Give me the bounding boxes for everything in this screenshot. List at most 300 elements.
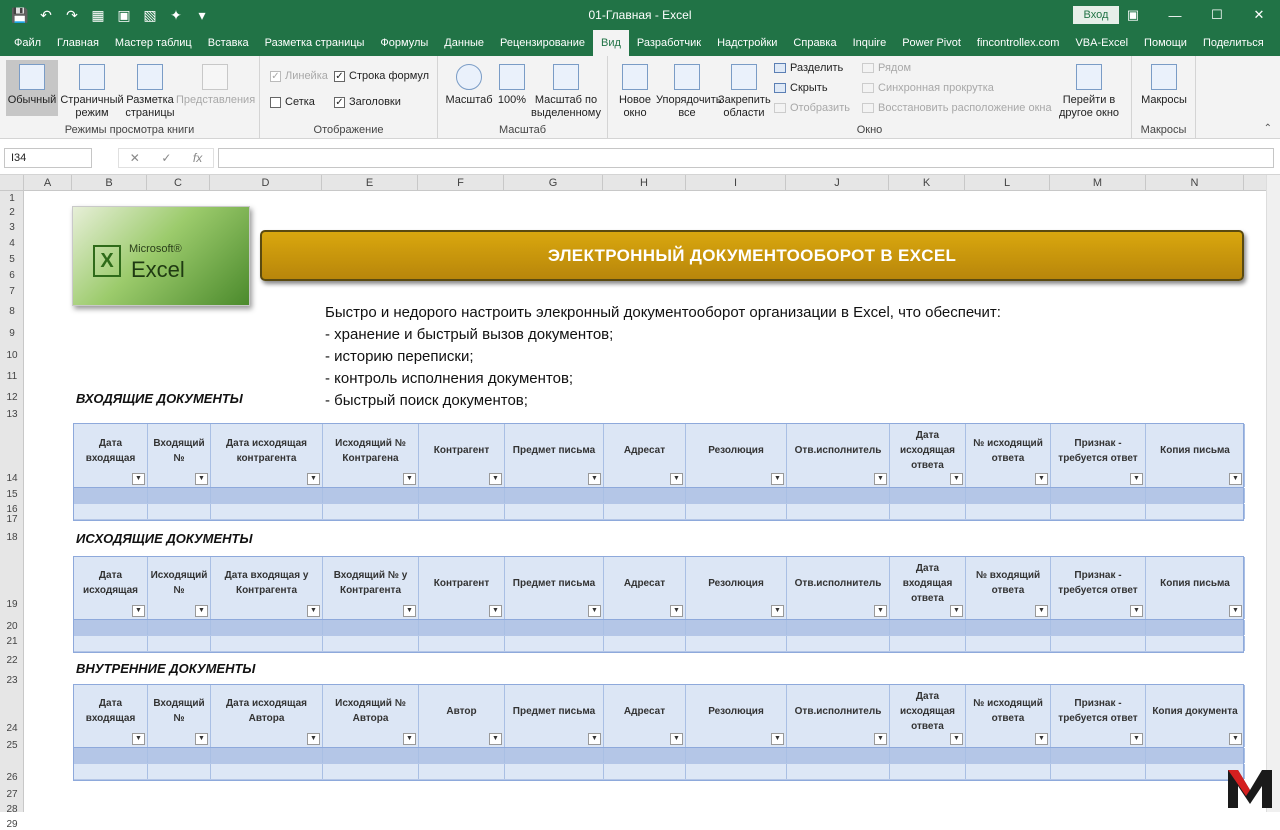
table-cell[interactable] xyxy=(890,764,966,779)
table-cell[interactable] xyxy=(148,504,211,519)
headings-checkbox[interactable]: ✓ Заголовки xyxy=(335,96,401,108)
tab-7[interactable]: Рецензирование xyxy=(500,37,585,49)
header-label: Входящий № у Контрагента xyxy=(333,570,408,596)
column-header-cell xyxy=(1146,685,1245,747)
row-header[interactable]: 6 xyxy=(9,270,15,281)
table-cell[interactable] xyxy=(686,488,787,503)
group-label: Масштаб xyxy=(498,124,547,136)
table-cell[interactable] xyxy=(505,488,604,503)
row-header[interactable]: 4 xyxy=(9,238,15,249)
row-header[interactable]: 9 xyxy=(9,328,15,339)
table-cell[interactable] xyxy=(505,636,604,651)
filter-dropdown-icon[interactable]: ▼ xyxy=(1229,605,1242,617)
table-cell[interactable] xyxy=(211,620,323,635)
column-header-cell xyxy=(966,685,1051,747)
table-icon[interactable]: ▧ xyxy=(143,6,157,23)
formula-bar xyxy=(0,139,1280,175)
excel-logo xyxy=(72,206,250,306)
header-label: Признак - требуется ответ xyxy=(1058,570,1138,596)
title-bar xyxy=(0,0,1280,30)
column-header-cell xyxy=(419,557,505,619)
row-header[interactable]: 18 xyxy=(6,532,18,543)
table-cell[interactable] xyxy=(604,636,686,651)
table-cell[interactable] xyxy=(604,488,686,503)
header-label: Дата исходящая ответа xyxy=(899,430,955,471)
column-header[interactable]: M xyxy=(1050,175,1146,191)
table-cell[interactable] xyxy=(1051,748,1146,763)
row-header[interactable]: 19 xyxy=(6,599,18,610)
row-header[interactable]: 7 xyxy=(9,286,15,297)
column-header[interactable]: H xyxy=(603,175,686,191)
hide-icon xyxy=(774,83,786,93)
column-header-cell xyxy=(604,424,686,487)
row-header[interactable]: 1 xyxy=(9,193,15,204)
table-cell[interactable] xyxy=(604,504,686,519)
filter-dropdown-icon[interactable]: ▼ xyxy=(950,473,963,485)
header-label: Входящий № xyxy=(153,437,205,464)
table-cell[interactable] xyxy=(505,620,604,635)
filter-dropdown-icon[interactable]: ▼ xyxy=(670,473,683,485)
name-box[interactable]: I34 xyxy=(4,148,92,168)
column-header[interactable]: I xyxy=(686,175,786,191)
column-header-cell xyxy=(323,557,419,619)
zoom-100-button[interactable]: 100% xyxy=(494,64,530,107)
header-label: Копия письма xyxy=(1160,577,1230,589)
header-label: Копия документа xyxy=(1152,705,1238,717)
table-cell[interactable] xyxy=(787,620,890,635)
column-header[interactable]: N xyxy=(1146,175,1244,191)
column-header-cell xyxy=(505,557,604,619)
table-row xyxy=(74,620,1243,636)
column-header-cell xyxy=(1146,557,1245,619)
tab-17[interactable]: Поделиться xyxy=(1202,37,1264,49)
table-cell[interactable] xyxy=(604,748,686,763)
row-header[interactable]: 29 xyxy=(6,819,18,830)
filter-dropdown-icon[interactable]: ▼ xyxy=(588,473,601,485)
table-row xyxy=(74,748,1243,764)
table-cell[interactable] xyxy=(1051,620,1146,635)
row-header[interactable]: 10 xyxy=(6,350,18,361)
table-cell[interactable] xyxy=(211,504,323,519)
reset-position-button[interactable]: Восстановить расположение окна xyxy=(862,102,1052,114)
row-header[interactable]: 16 xyxy=(6,504,18,515)
table-cell[interactable] xyxy=(787,764,890,779)
filter-dropdown-icon[interactable]: ▼ xyxy=(771,605,784,617)
row-header[interactable]: 20 xyxy=(6,621,18,632)
filter-dropdown-icon[interactable]: ▼ xyxy=(307,605,320,617)
vertical-scrollbar[interactable] xyxy=(1266,175,1280,812)
undo-icon[interactable]: ↶ xyxy=(40,6,52,23)
tab-13[interactable]: Power Pivot xyxy=(902,37,961,49)
header-label: № исходящий ответа xyxy=(973,437,1043,464)
table-cell[interactable] xyxy=(148,636,211,651)
checkbox-icon: ✓ xyxy=(271,70,280,82)
logo-product: Excel xyxy=(131,257,185,282)
column-header[interactable]: B xyxy=(72,175,147,191)
header-label: Копия письма xyxy=(1160,445,1230,456)
tab-5[interactable]: Формулы xyxy=(380,37,429,49)
filter-dropdown-icon[interactable]: ▼ xyxy=(670,733,683,745)
filter-dropdown-icon[interactable]: ▼ xyxy=(403,733,416,745)
column-header-cell xyxy=(890,424,966,487)
table-cell[interactable] xyxy=(323,748,419,763)
tab-16[interactable]: Помощи xyxy=(1144,37,1187,49)
table-row xyxy=(74,764,1243,780)
table-cell[interactable] xyxy=(604,620,686,635)
table-cell[interactable] xyxy=(890,504,966,519)
column-header[interactable]: K xyxy=(889,175,965,191)
unhide-button[interactable]: Отобразить xyxy=(774,102,850,114)
group-show xyxy=(260,56,438,139)
table-cell[interactable] xyxy=(966,620,1051,635)
row-header[interactable]: 17 xyxy=(6,514,18,525)
table-cell[interactable] xyxy=(890,748,966,763)
row-header[interactable]: 28 xyxy=(6,804,18,815)
internal-table xyxy=(73,684,1244,781)
column-header[interactable]: A xyxy=(24,175,72,191)
gridlines-checkbox[interactable]: Сетка xyxy=(270,96,315,108)
table-cell[interactable] xyxy=(1146,504,1245,519)
sync-scroll-icon xyxy=(862,83,874,93)
table-cell[interactable] xyxy=(74,504,148,519)
table-cell[interactable] xyxy=(323,764,419,779)
table-cell[interactable] xyxy=(966,748,1051,763)
tab-1[interactable]: Главная xyxy=(57,37,99,49)
table-cell[interactable] xyxy=(1051,488,1146,503)
table-cell[interactable] xyxy=(419,764,505,779)
filter-dropdown-icon[interactable]: ▼ xyxy=(195,605,208,617)
row-header[interactable]: 26 xyxy=(6,772,18,783)
filter-dropdown-icon[interactable]: ▼ xyxy=(403,605,416,617)
table-cell[interactable] xyxy=(323,504,419,519)
column-header[interactable]: D xyxy=(210,175,322,191)
macros-icon xyxy=(1151,64,1177,90)
addin-icon[interactable]: ✦ xyxy=(170,6,182,23)
outgoing-table xyxy=(73,556,1244,653)
filter-dropdown-icon[interactable]: ▼ xyxy=(1229,473,1242,485)
header-label: Дата входящая xyxy=(85,437,136,464)
page-break-view-button[interactable]: Страничный режим xyxy=(60,64,124,120)
table-cell[interactable] xyxy=(148,764,211,779)
grid-icon[interactable]: ▦ xyxy=(91,6,105,23)
section-title-internal: ВНУТРЕННИЕ ДОКУМЕНТЫ xyxy=(76,661,256,676)
formula-input[interactable] xyxy=(218,148,1274,168)
table-cell[interactable] xyxy=(505,504,604,519)
row-header[interactable]: 8 xyxy=(9,306,15,317)
new-window-button[interactable]: Новое окно xyxy=(614,64,656,120)
zoom-button[interactable]: Масштаб xyxy=(444,64,494,107)
column-header-cell xyxy=(604,685,686,747)
form-icon[interactable]: ▣ xyxy=(117,6,131,23)
group-label: Режимы просмотра книги xyxy=(64,124,195,136)
table-cell[interactable] xyxy=(1146,748,1245,763)
column-header-cell xyxy=(686,424,787,487)
table-cell[interactable] xyxy=(686,504,787,519)
insert-function-icon[interactable]: fx xyxy=(192,151,203,165)
table-cell[interactable] xyxy=(148,748,211,763)
custom-views-button[interactable]: Представления xyxy=(176,64,254,107)
table-cell[interactable] xyxy=(1051,764,1146,779)
ribbon xyxy=(0,56,1280,139)
column-header-cell xyxy=(686,685,787,747)
table-cell[interactable] xyxy=(686,764,787,779)
tab-6[interactable]: Данные xyxy=(444,37,485,49)
table-cell[interactable] xyxy=(890,636,966,651)
arrange-icon xyxy=(674,64,700,90)
select-all-corner[interactable] xyxy=(0,175,24,191)
row-header[interactable]: 22 xyxy=(6,655,18,666)
table-cell[interactable] xyxy=(211,748,323,763)
header-label: Отв.исполнитель xyxy=(794,705,882,717)
filter-dropdown-icon[interactable]: ▼ xyxy=(1130,473,1143,485)
table-cell[interactable] xyxy=(148,488,211,503)
page-banner: ЭЛЕКТРОННЫЙ ДОКУМЕНТООБОРОТ В EXCEL xyxy=(260,230,1244,281)
page-layout-icon xyxy=(137,64,163,90)
table-cell[interactable] xyxy=(323,488,419,503)
header-label: Контрагент xyxy=(433,577,490,589)
table-cell[interactable] xyxy=(419,620,505,635)
header-label: Адресат xyxy=(623,577,666,589)
row-header[interactable]: 11 xyxy=(6,371,18,382)
filter-dropdown-icon[interactable]: ▼ xyxy=(132,733,145,745)
table-cell[interactable] xyxy=(74,748,148,763)
column-header[interactable]: C xyxy=(147,175,210,191)
filter-dropdown-icon[interactable]: ▼ xyxy=(489,733,502,745)
column-header[interactable]: F xyxy=(418,175,504,191)
tab-9[interactable]: Разработчик xyxy=(636,37,702,49)
row-header[interactable]: 21 xyxy=(6,636,18,647)
column-header-cell xyxy=(604,557,686,619)
header-label: Резолюция xyxy=(708,705,764,717)
filter-dropdown-icon[interactable]: ▼ xyxy=(489,605,502,617)
table-cell[interactable] xyxy=(686,620,787,635)
filter-dropdown-icon[interactable]: ▼ xyxy=(771,733,784,745)
switch-windows-button[interactable]: Перейти в другое окно xyxy=(1054,64,1124,120)
table-cell[interactable] xyxy=(74,620,148,635)
header-label: Признак - требуется ответ xyxy=(1058,698,1138,724)
column-headers xyxy=(0,175,1280,191)
tab-15[interactable]: VBA-Excel xyxy=(1075,37,1129,49)
table-cell[interactable] xyxy=(211,636,323,651)
table-cell[interactable] xyxy=(323,636,419,651)
table-cell[interactable] xyxy=(74,488,148,503)
section-title-outgoing: ИСХОДЯЩИЕ ДОКУМЕНТЫ xyxy=(76,531,253,546)
table-cell[interactable] xyxy=(787,488,890,503)
table-cell[interactable] xyxy=(419,748,505,763)
row-header[interactable]: 23 xyxy=(6,675,18,686)
column-header[interactable]: L xyxy=(965,175,1050,191)
table-cell[interactable] xyxy=(604,764,686,779)
table-cell[interactable] xyxy=(1051,504,1146,519)
filter-dropdown-icon[interactable]: ▼ xyxy=(874,473,887,485)
filter-dropdown-icon[interactable]: ▼ xyxy=(950,733,963,745)
filter-dropdown-icon[interactable]: ▼ xyxy=(588,733,601,745)
filter-dropdown-icon[interactable]: ▼ xyxy=(950,605,963,617)
column-header-cell xyxy=(505,685,604,747)
table-cell[interactable] xyxy=(419,636,505,651)
description-line: - быстрый поиск документов; xyxy=(325,392,528,409)
filter-dropdown-icon[interactable]: ▼ xyxy=(874,733,887,745)
header-label: Исходящий № xyxy=(150,570,208,596)
filter-dropdown-icon[interactable]: ▼ xyxy=(1035,473,1048,485)
column-header[interactable]: E xyxy=(322,175,418,191)
table-cell[interactable] xyxy=(323,620,419,635)
table-cell[interactable] xyxy=(890,488,966,503)
table-cell[interactable] xyxy=(1051,636,1146,651)
enter-icon[interactable]: ✓ xyxy=(161,151,172,165)
split-icon xyxy=(774,63,786,73)
row-header[interactable]: 2 xyxy=(9,207,15,218)
magnifier-icon xyxy=(456,64,482,90)
table-cell[interactable] xyxy=(419,504,505,519)
filter-dropdown-icon[interactable]: ▼ xyxy=(307,473,320,485)
row-header[interactable]: 13 xyxy=(6,409,18,420)
header-label: Исходящий № Автора xyxy=(335,698,406,724)
tab-10[interactable]: Надстройки xyxy=(717,37,778,49)
row-header[interactable]: 14 xyxy=(6,473,18,484)
column-header-cell xyxy=(1146,424,1245,487)
filter-dropdown-icon[interactable]: ▼ xyxy=(195,733,208,745)
header-label: Отв.исполнитель xyxy=(794,445,882,456)
table-cell[interactable] xyxy=(787,504,890,519)
header-label: Исходящий № Контрагена xyxy=(335,437,406,464)
table-cell[interactable] xyxy=(419,488,505,503)
ruler-checkbox[interactable]: ✓ Линейка xyxy=(271,70,328,82)
header-label: Дата входящая ответа xyxy=(902,562,953,604)
ribbon-tabs xyxy=(0,30,1280,56)
table-cell[interactable] xyxy=(211,764,323,779)
window-title: 01-Главная - Excel xyxy=(588,8,692,22)
header-label: Дата исходящая контрагента xyxy=(226,437,307,464)
table-cell[interactable] xyxy=(686,636,787,651)
tab-2[interactable]: Мастер таблиц xyxy=(114,37,192,49)
filter-dropdown-icon[interactable]: ▼ xyxy=(1130,605,1143,617)
filter-dropdown-icon[interactable]: ▼ xyxy=(874,605,887,617)
table-cell[interactable] xyxy=(1146,488,1245,503)
column-header-cell xyxy=(211,424,323,487)
maximize-icon[interactable]: ☐ xyxy=(1211,7,1223,22)
tab-3[interactable]: Вставка xyxy=(207,37,249,49)
row-header[interactable]: 27 xyxy=(6,789,18,800)
cancel-icon[interactable]: ✕ xyxy=(129,151,140,165)
table-cell[interactable] xyxy=(74,764,148,779)
filter-dropdown-icon[interactable]: ▼ xyxy=(670,605,683,617)
row-header[interactable]: 3 xyxy=(9,222,15,233)
description-line: - контроль исполнения документов; xyxy=(325,370,574,387)
hide-button[interactable]: Скрыть xyxy=(774,82,828,94)
arrange-all-button[interactable]: Упорядочить все xyxy=(656,64,718,120)
column-header-cell xyxy=(74,557,148,619)
normal-view-button[interactable]: Обычный xyxy=(6,60,58,116)
description xyxy=(325,302,1001,412)
filter-dropdown-icon[interactable]: ▼ xyxy=(132,473,145,485)
table-row xyxy=(74,504,1243,520)
group-zoom xyxy=(438,56,608,139)
column-header-cell xyxy=(787,424,890,487)
filter-dropdown-icon[interactable]: ▼ xyxy=(1229,733,1242,745)
minimize-icon[interactable]: — xyxy=(1168,7,1182,23)
customize-qat-icon[interactable]: ▾ xyxy=(198,6,206,23)
row-header[interactable]: 5 xyxy=(9,254,15,265)
table-cell[interactable] xyxy=(890,620,966,635)
tab-0[interactable]: Файл xyxy=(14,37,42,49)
incoming-table xyxy=(73,423,1244,521)
table-header-row xyxy=(74,685,1243,748)
filter-dropdown-icon[interactable]: ▼ xyxy=(588,605,601,617)
filter-dropdown-icon[interactable]: ▼ xyxy=(771,473,784,485)
table-cell[interactable] xyxy=(787,636,890,651)
zoom-selection-button[interactable]: Масштаб по выделенному xyxy=(530,64,602,120)
group-label: Отображение xyxy=(313,124,384,136)
row-header[interactable]: 15 xyxy=(6,489,18,500)
table-cell[interactable] xyxy=(1146,636,1245,651)
close-icon[interactable]: ✕ xyxy=(1253,7,1265,22)
save-icon[interactable]: 💾 xyxy=(11,6,29,23)
filter-dropdown-icon[interactable]: ▼ xyxy=(307,733,320,745)
tab-4[interactable]: Разметка страницы xyxy=(264,37,365,49)
filter-dropdown-icon[interactable]: ▼ xyxy=(1035,605,1048,617)
row-header[interactable]: 24 xyxy=(6,723,18,734)
header-label: № входящий ответа xyxy=(975,570,1041,596)
table-cell[interactable] xyxy=(505,764,604,779)
ribbon-display-icon[interactable]: ▣ xyxy=(1126,7,1140,22)
filter-dropdown-icon[interactable]: ▼ xyxy=(132,605,145,617)
table-cell[interactable] xyxy=(505,748,604,763)
column-header-cell xyxy=(419,424,505,487)
tab-8[interactable]: Вид xyxy=(593,30,629,56)
table-cell[interactable] xyxy=(211,488,323,503)
checkbox-icon: ✓ xyxy=(335,70,344,82)
macros-button[interactable]: Макросы xyxy=(1138,64,1190,107)
table-cell[interactable] xyxy=(966,764,1051,779)
row-header[interactable]: 12 xyxy=(6,392,18,403)
row-header[interactable]: 25 xyxy=(6,740,18,751)
header-label: Контрагент xyxy=(433,445,490,456)
side-by-side-button[interactable]: Рядом xyxy=(862,62,911,74)
table-cell[interactable] xyxy=(1146,620,1245,635)
filter-dropdown-icon[interactable]: ▼ xyxy=(1130,733,1143,745)
table-cell[interactable] xyxy=(148,620,211,635)
collapse-ribbon-icon[interactable]: ⌃ xyxy=(1263,123,1272,134)
tab-14[interactable]: fincontrollex.com xyxy=(976,37,1060,49)
table-cell[interactable] xyxy=(966,636,1051,651)
filter-dropdown-icon[interactable]: ▼ xyxy=(489,473,502,485)
table-cell[interactable] xyxy=(966,488,1051,503)
column-header[interactable]: J xyxy=(786,175,889,191)
sync-scroll-button[interactable]: Синхронная прокрутка xyxy=(862,82,994,94)
table-cell[interactable] xyxy=(787,748,890,763)
tab-12[interactable]: Inquire xyxy=(852,37,887,49)
table-cell[interactable] xyxy=(966,504,1051,519)
formula-buttons xyxy=(118,148,214,168)
header-label: Дата исходящая Автора xyxy=(226,698,307,724)
table-cell[interactable] xyxy=(74,636,148,651)
formula-bar-checkbox[interactable]: ✓ Строка формул xyxy=(335,70,430,82)
group-window xyxy=(608,56,1132,139)
filter-dropdown-icon[interactable]: ▼ xyxy=(195,473,208,485)
freeze-panes-button[interactable]: Закрепить области xyxy=(718,64,770,120)
login-button[interactable]: Вход xyxy=(1073,6,1119,24)
split-button[interactable]: Разделить xyxy=(774,62,843,74)
table-cell[interactable] xyxy=(686,748,787,763)
filter-dropdown-icon[interactable]: ▼ xyxy=(1035,733,1048,745)
column-header[interactable]: G xyxy=(504,175,603,191)
tab-11[interactable]: Справка xyxy=(793,37,837,49)
filter-dropdown-icon[interactable]: ▼ xyxy=(403,473,416,485)
redo-icon[interactable]: ↷ xyxy=(66,6,78,23)
page-layout-view-button[interactable]: Разметка страницы xyxy=(124,64,176,120)
description-line: Быстро и недорого настроить элекронный документооборот организации в Excel, что обеспечит: xyxy=(325,304,1001,321)
